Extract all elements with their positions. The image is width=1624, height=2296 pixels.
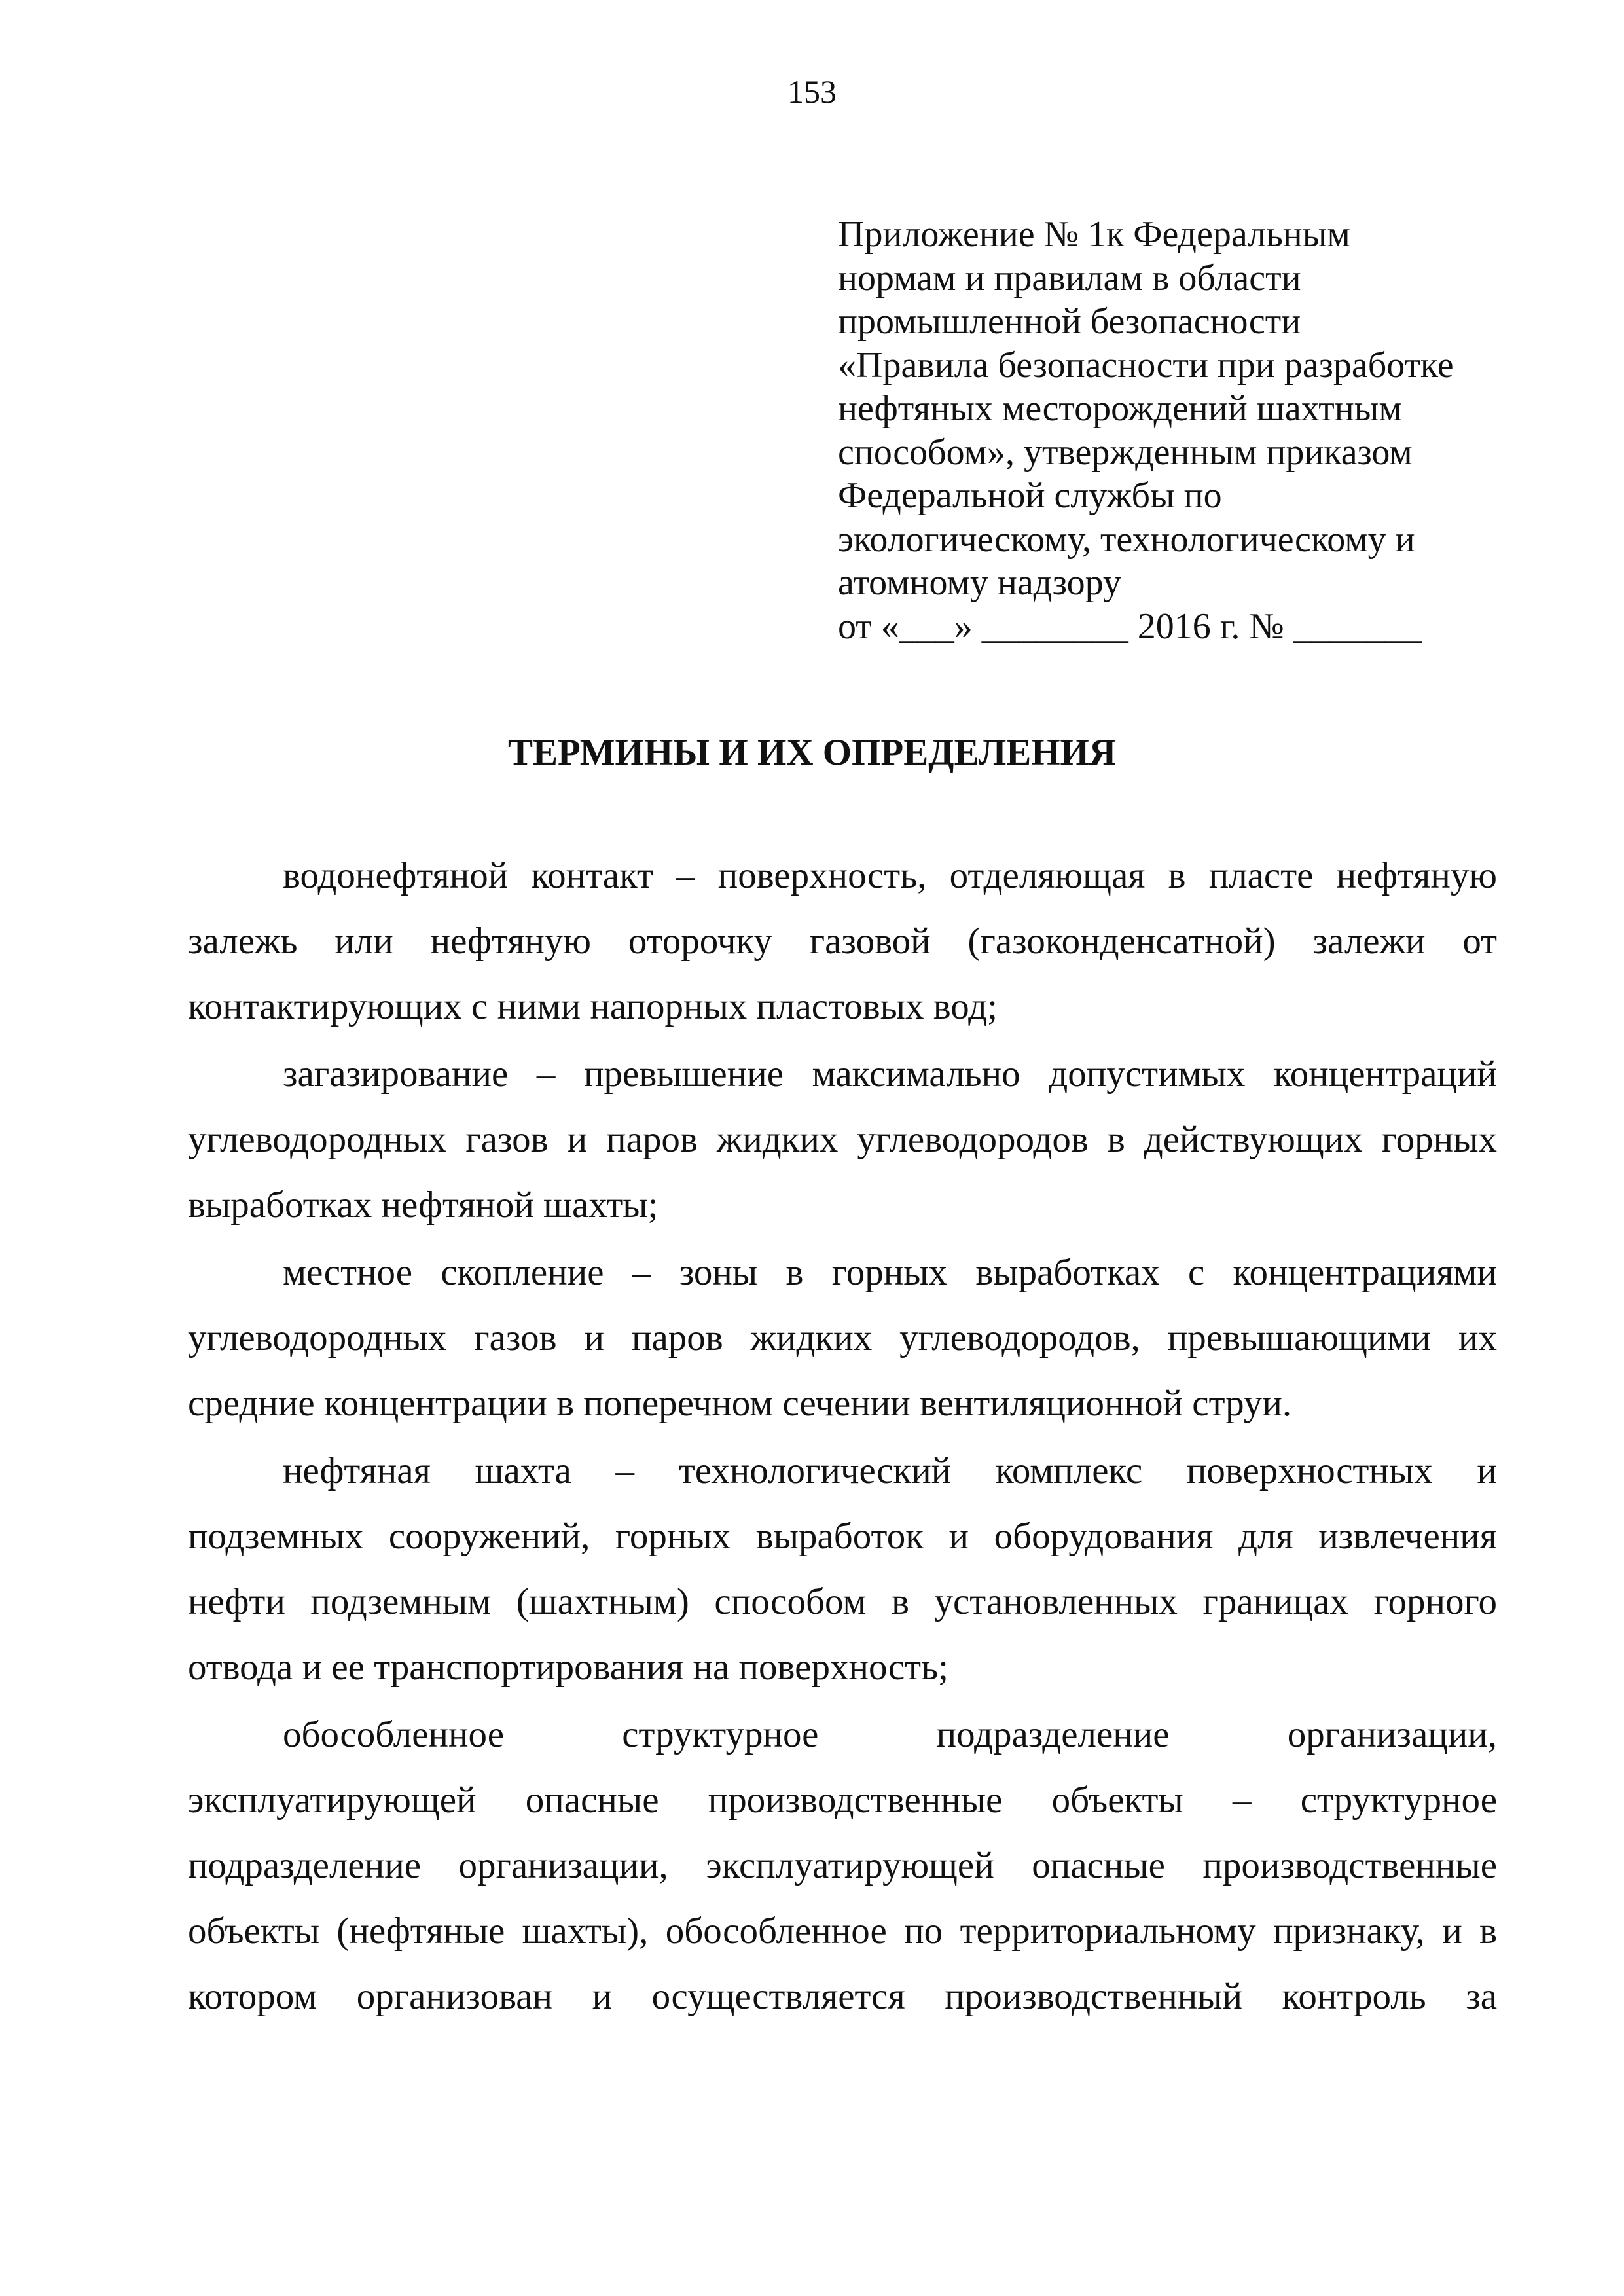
term-line: контактирующих с ними напорных пластовых вод; — [188, 986, 998, 1027]
term-line: нефти подземным (шахтным) способом в установленных границах горного — [188, 1581, 1497, 1622]
section-title: ТЕРМИНЫ И ИХ ОПРЕДЕЛЕНИЯ — [507, 732, 1117, 773]
term-paragraph-separate-division — [188, 1702, 1497, 2030]
term-paragraph-local-accumulation — [188, 1240, 1497, 1436]
term-line: водонефтяной контакт – поверхность, отделяющая в пласте нефтяную — [283, 855, 1497, 896]
term-line: подразделение организации, эксплуатирующей опасные производственные — [188, 1845, 1497, 1886]
term-line: обособленное структурное подразделение организации, — [283, 1714, 1497, 1755]
term-line: объекты (нефтяные шахты), обособленное по территориальному признаку, и в — [188, 1910, 1497, 1952]
term-line: местное скопление – зоны в горных выработках с концентрациями — [283, 1252, 1497, 1293]
term-line: углеводородных газов и паров жидких углеводородов, превышающими их — [188, 1317, 1497, 1358]
appendix-line: промышленной безопасности — [838, 301, 1301, 342]
appendix-order-line: от «___» ________ 2016 г. № _______ — [838, 606, 1422, 647]
appendix-line: Приложение № 1к Федеральным — [838, 214, 1350, 255]
term-line: эксплуатирующей опасные производственные объекты – структурное — [188, 1779, 1497, 1821]
term-paragraph-oil-mine — [188, 1438, 1497, 1700]
appendix-line: «Правила безопасности при разработке — [838, 344, 1454, 386]
term-line: залежь или нефтяную оторочку газовой (газоконденсатной) залежи от — [188, 920, 1497, 962]
appendix-header — [838, 213, 1584, 648]
term-line: отвода и ее транспортирования на поверхность; — [188, 1647, 948, 1688]
term-line: загазирование – превышение максимально допустимых концентраций — [283, 1053, 1497, 1095]
term-paragraph-water-oil-contact — [188, 843, 1497, 1040]
term-line: подземных сооружений, горных выработок и оборудования для извлечения — [188, 1516, 1497, 1557]
page-number: 153 — [787, 73, 837, 110]
appendix-line: способом», утвержденным приказом — [838, 431, 1413, 473]
term-paragraph-gassing — [188, 1042, 1497, 1238]
appendix-line: экологическому, технологическому и — [838, 519, 1415, 560]
term-line: выработках нефтяной шахты; — [188, 1184, 659, 1226]
term-line: углеводородных газов и паров жидких углеводородов в действующих горных — [188, 1119, 1497, 1160]
appendix-line: нефтяных месторождений шахтным — [838, 388, 1402, 429]
appendix-line: нормам и правилам в области — [838, 257, 1301, 299]
appendix-line: Федеральной службы по — [838, 475, 1222, 516]
term-line: котором организован и осуществляется производственный контроль за — [188, 1976, 1497, 2017]
appendix-line: атомному надзору — [838, 562, 1121, 603]
terms-list — [188, 843, 1497, 2032]
term-line: средние концентрации в поперечном сечении вентиляционной струи. — [188, 1383, 1292, 1424]
term-line: нефтяная шахта – технологический комплекс поверхностных и — [283, 1450, 1497, 1491]
